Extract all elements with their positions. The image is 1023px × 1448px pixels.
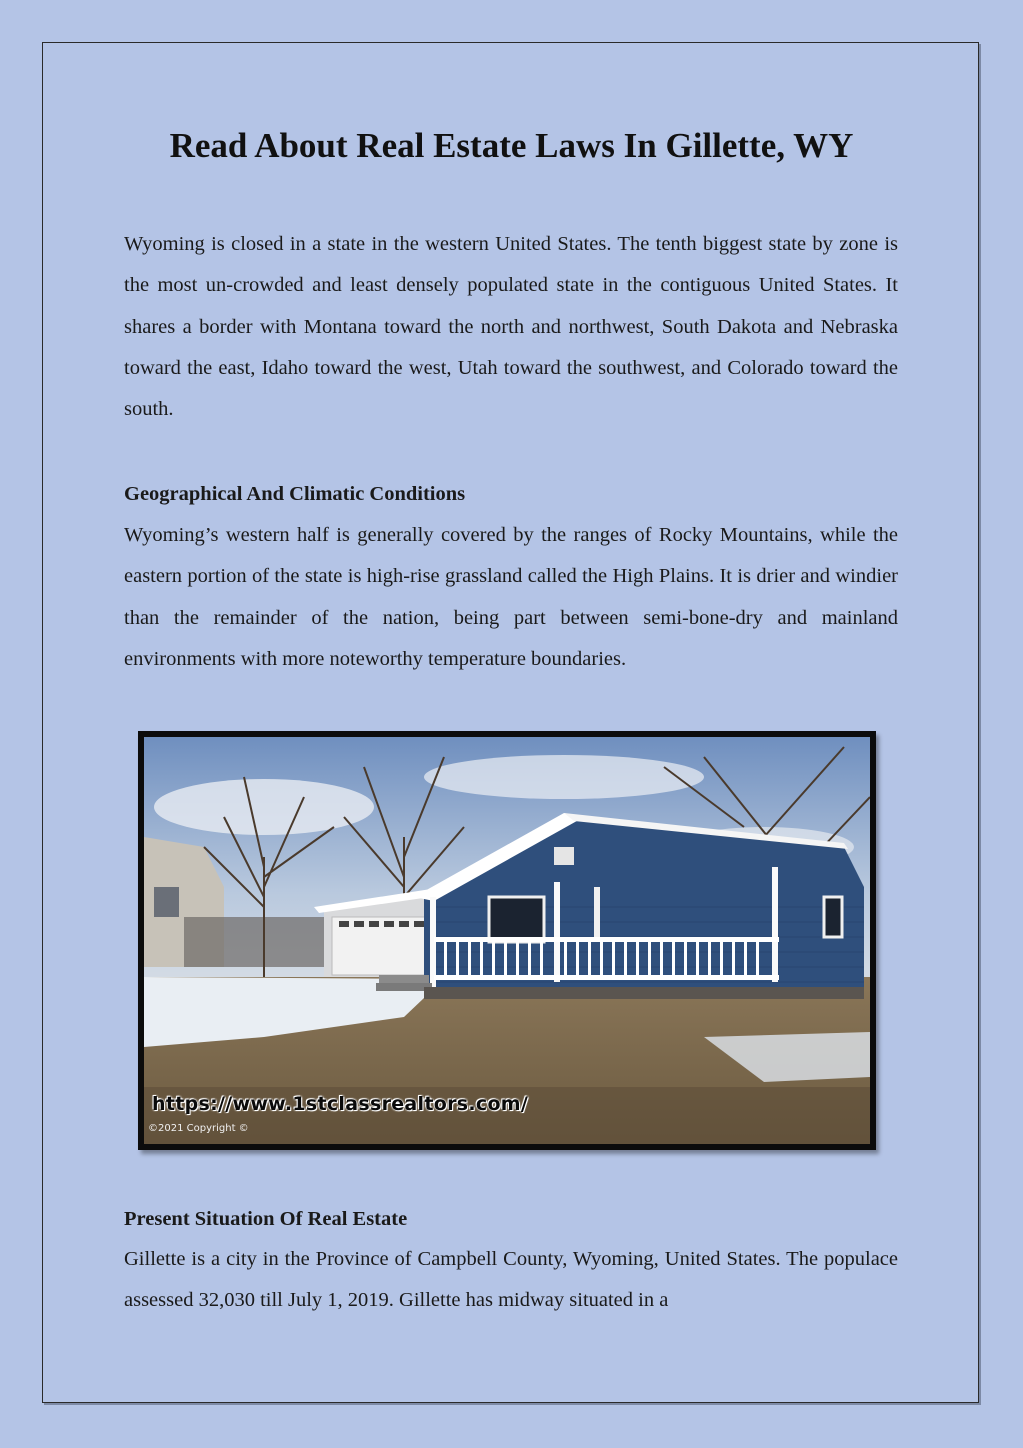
section-heading-real-estate: Present Situation Of Real Estate xyxy=(124,1208,408,1230)
real-estate-paragraph: Gillette is a city in the Province of Campbell County, Wyoming, United States. The populace assessed 32,030 till July 1, 2019. Gillette has midway situated in a xyxy=(124,1248,898,1312)
page-title: Read About Real Estate Laws In Gillette, WY xyxy=(169,126,854,165)
geography-paragraph: Wyoming’s western half is generally covered by the ranges of Rocky Mountains, while the eastern portion of the state is high-rise grassland called the High Plains. It is drier and windier than the remainder of the nation, being part between semi-bone-dry and mainland environments with more noteworthy temperature boundaries. xyxy=(124,524,898,670)
photo-copyright: ©2021 Copyright © xyxy=(148,1123,249,1134)
photo-watermark: https://www.1stclassrealtors.com/ xyxy=(152,1093,529,1115)
house-illustration xyxy=(144,737,870,1144)
house-photo xyxy=(138,731,876,1150)
intro-paragraph: Wyoming is closed in a state in the western United States. The tenth biggest state by zone is the most un-crowded and least densely populated state in the contiguous United States. It shares a border with Montana toward the north and northwest, South Dakota and Nebraska toward the east, Idaho toward the west, Utah toward the southwest, and Colorado toward the south. xyxy=(124,233,898,421)
section-heading-geography: Geographical And Climatic Conditions xyxy=(124,483,466,505)
